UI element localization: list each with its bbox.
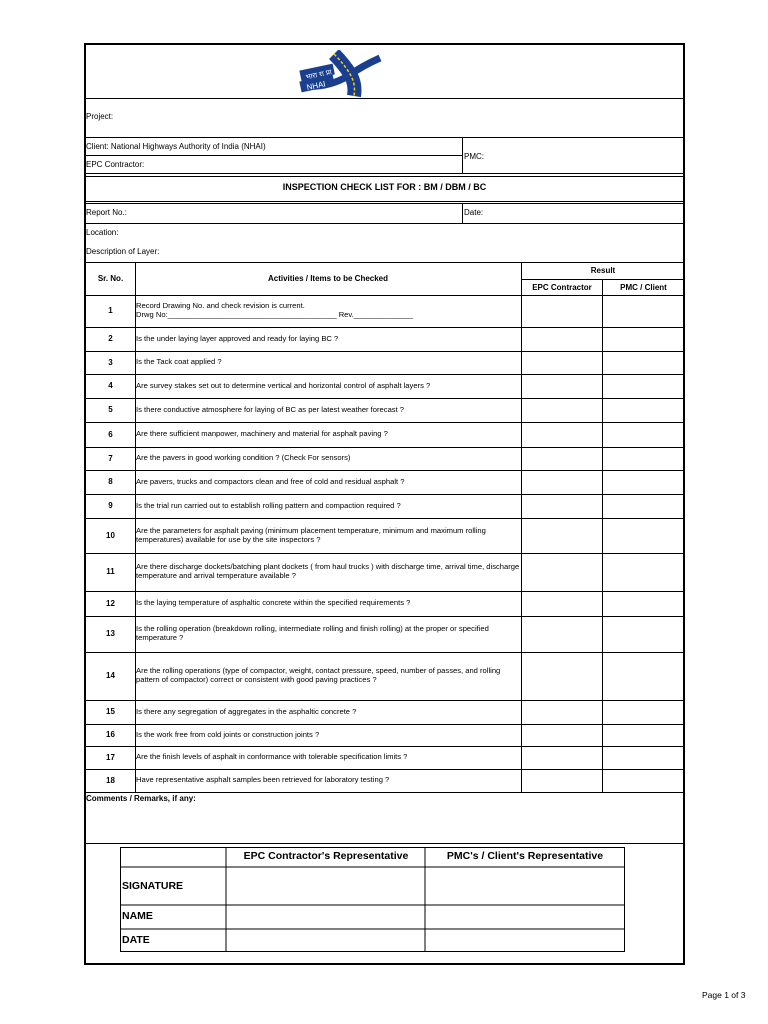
row-number: 14 bbox=[106, 671, 115, 680]
row-number: 15 bbox=[106, 707, 115, 716]
row-activity-text: Are the parameters for asphalt paving (minimum placement temperature, minimum and maximum rolling temperatures) available for use by the site inspectors ? bbox=[136, 525, 486, 544]
nhai-logo bbox=[298, 50, 382, 98]
row-activity-text: Is there conductive atmosphere for laying of BC as per latest weather forecast ? bbox=[136, 404, 405, 414]
row-number: 7 bbox=[108, 453, 113, 463]
row-number: 9 bbox=[108, 501, 113, 510]
row-activity-text: Is the trial run carried out to establish rolling pattern and compaction required ? bbox=[136, 500, 401, 510]
row-number: 10 bbox=[106, 530, 115, 540]
row-activity bbox=[136, 666, 520, 684]
row-divider bbox=[84, 422, 685, 423]
logo-hindi-text: भारा रा प्रा bbox=[305, 68, 333, 82]
comments-label: Comments / Remarks, if any: bbox=[86, 794, 196, 803]
row-activity bbox=[136, 775, 520, 784]
col-result: Result bbox=[590, 266, 616, 275]
row-activity bbox=[136, 752, 520, 761]
location-label: Location: bbox=[86, 228, 119, 237]
row-activity bbox=[136, 334, 520, 343]
row-divider bbox=[84, 494, 685, 495]
client-label: Client: National Highways Authority of India (NHAI) bbox=[86, 142, 266, 151]
row-activity bbox=[136, 405, 520, 414]
row-number: 8 bbox=[108, 477, 113, 486]
row-activity bbox=[136, 526, 520, 544]
row-activity-text: Are pavers, trucks and compactors clean and free of cold and residual asphalt ? bbox=[136, 476, 405, 486]
row-divider bbox=[84, 327, 685, 328]
row-activity bbox=[136, 453, 520, 462]
project-label: Project: bbox=[86, 112, 114, 121]
row-activity-text: Are there discharge dockets/batching plant dockets ( from haul trucks ) with discharge time, arrival time, discharge temperature and arrival temperature available ? bbox=[136, 562, 520, 580]
sig-row-name: NAME bbox=[122, 910, 153, 922]
row-activity bbox=[136, 429, 520, 438]
row-number: 18 bbox=[106, 775, 115, 785]
sig-row-date: DATE bbox=[122, 934, 150, 946]
epc-contractor-label: EPC Contractor: bbox=[86, 160, 145, 169]
description-label: Description of Layer: bbox=[86, 247, 160, 256]
row-number: 3 bbox=[108, 357, 113, 367]
row-divider bbox=[84, 616, 685, 617]
row-divider bbox=[84, 374, 685, 375]
row-number: 16 bbox=[106, 730, 115, 739]
row-activity-text: Record Drawing No. and check revision is current. bbox=[136, 301, 305, 310]
row-number: 17 bbox=[106, 752, 115, 762]
signature-table bbox=[120, 847, 625, 952]
row-activity bbox=[136, 598, 520, 607]
logo-nhai-text: NHAI bbox=[305, 79, 327, 93]
row-divider bbox=[84, 351, 685, 352]
report-no-label: Report No.: bbox=[86, 208, 127, 217]
row-activity-text: Are survey stakes set out to determine vertical and horizontal control of asphalt layers ? bbox=[136, 380, 431, 390]
row-divider bbox=[84, 746, 685, 747]
row-activity bbox=[136, 707, 520, 716]
row-number: 13 bbox=[106, 629, 115, 638]
col-epc-contractor: EPC Contractor bbox=[532, 283, 592, 292]
row-activity bbox=[136, 301, 520, 319]
row-activity-text: Are there sufficient manpower, machinery and material for asphalt paving ? bbox=[136, 429, 388, 438]
col-activity: Activities / Items to be Checked bbox=[267, 274, 389, 283]
row-divider bbox=[84, 470, 685, 471]
row-divider bbox=[84, 769, 685, 770]
row-number: 2 bbox=[108, 334, 113, 343]
sig-col-epc: EPC Contractor's Representative bbox=[243, 850, 409, 862]
row-activity bbox=[136, 730, 520, 739]
row-activity-text: Is the Tack coat applied ? bbox=[136, 357, 222, 366]
row-divider bbox=[84, 553, 685, 554]
row-activity-text: Is the under laying layer approved and ready for laying BC ? bbox=[136, 333, 339, 343]
page-number: Page 1 of 3 bbox=[702, 990, 746, 1000]
col-sr-no: Sr. No. bbox=[97, 274, 124, 283]
row-activity-text: Is the work free from cold joints or construction joints ? bbox=[136, 729, 320, 739]
row-activity bbox=[136, 624, 520, 642]
row-activity-text: Have representative asphalt samples been retrieved for laboratory testing ? bbox=[136, 775, 390, 784]
row-activity bbox=[136, 562, 520, 580]
row-divider bbox=[84, 724, 685, 725]
row-activity bbox=[136, 357, 520, 366]
row-activity-text: Are the pavers in good working condition ? (Check For sensors) bbox=[136, 453, 351, 462]
row-divider bbox=[84, 518, 685, 519]
row-number: 4 bbox=[108, 381, 113, 390]
row-activity-text: Are the finish levels of asphalt in conformance with tolerable specification limits ? bbox=[136, 752, 408, 761]
col-pmc-client: PMC / Client bbox=[620, 283, 667, 292]
date-label: Date: bbox=[464, 208, 484, 217]
row-activity bbox=[136, 477, 520, 486]
row-activity-text: Is the laying temperature of asphaltic concrete within the specified requirements ? bbox=[136, 598, 411, 607]
sig-row-signature: SIGNATURE bbox=[122, 880, 184, 892]
row-divider bbox=[84, 792, 685, 793]
row-activity bbox=[136, 381, 520, 390]
row-divider bbox=[84, 652, 685, 653]
row-number: 6 bbox=[108, 429, 113, 439]
row-activity-text: Are the rolling operations (type of compactor, weight, contact pressure, speed, number of passes, and rolling pattern of compactor) correct or consistent with good paving practices ? bbox=[136, 666, 501, 684]
row-number: 12 bbox=[106, 598, 115, 608]
sig-col-pmc: PMC's / Client's Representative bbox=[446, 850, 604, 862]
row-number: 11 bbox=[106, 567, 115, 576]
row-number: 1 bbox=[108, 306, 113, 315]
row-number: 5 bbox=[108, 405, 113, 414]
row-activity bbox=[136, 501, 520, 510]
row-divider bbox=[84, 447, 685, 448]
row-divider bbox=[84, 700, 685, 701]
row-drawing-no: Drwg No:________________________________________ Rev.______________ bbox=[136, 310, 413, 319]
row-divider bbox=[84, 398, 685, 399]
row-divider bbox=[84, 591, 685, 592]
row-activity-text: Is there any segregation of aggregates in the asphaltic concrete ? bbox=[136, 706, 357, 716]
row-activity-text: Is the rolling operation (breakdown rolling, intermediate rolling and finish rolling) at the proper or specified temperature ? bbox=[136, 624, 489, 642]
pmc-label: PMC: bbox=[464, 152, 484, 161]
checklist-title: INSPECTION CHECK LIST FOR : BM / DBM / BC bbox=[282, 182, 487, 192]
